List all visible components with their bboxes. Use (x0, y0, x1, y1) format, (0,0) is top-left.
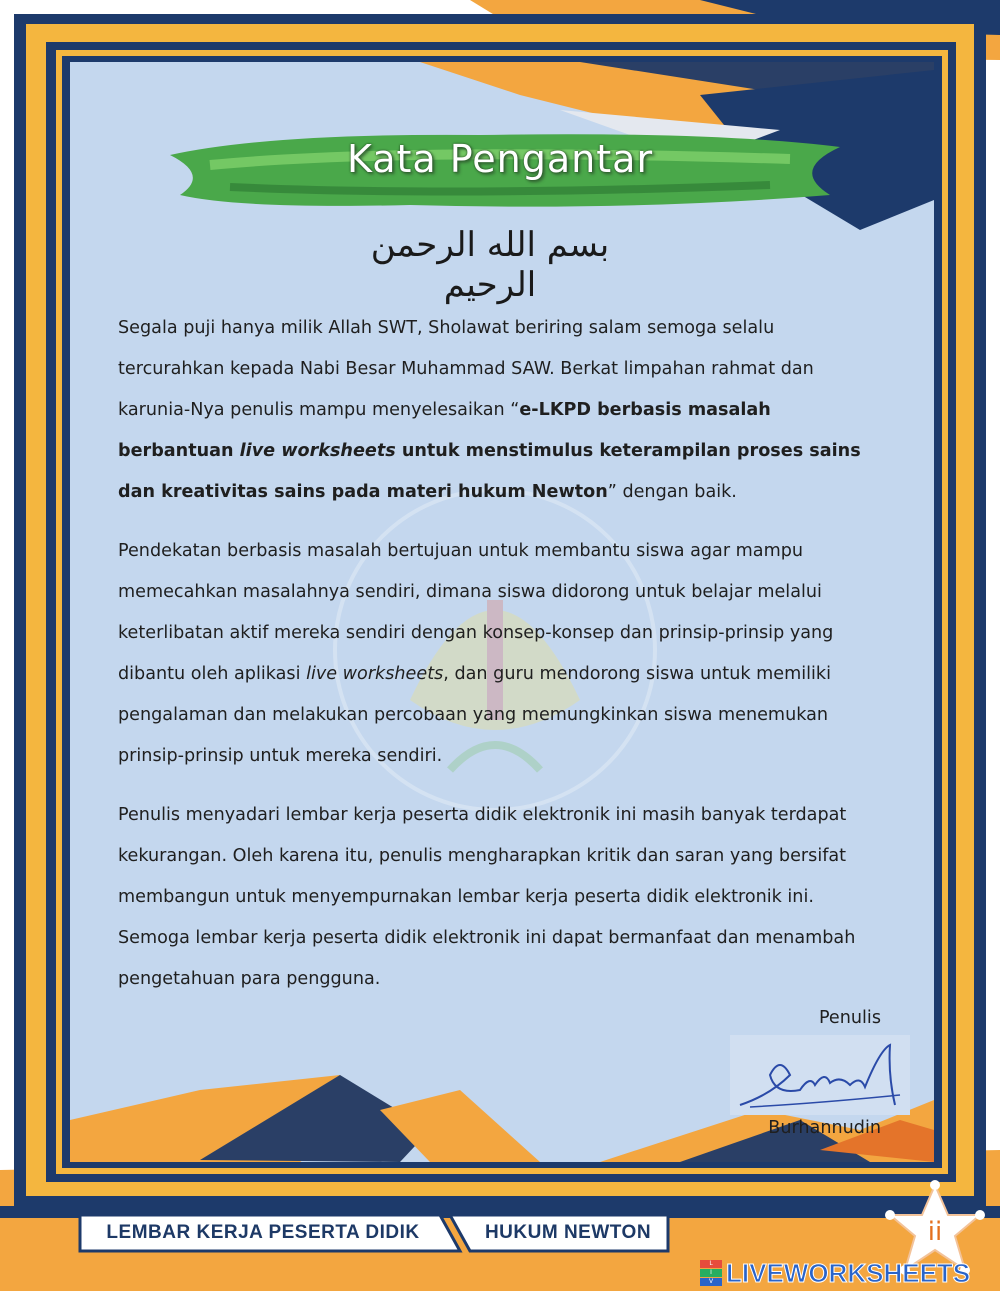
paragraph-2: Pendekatan berbasis masalah bertujuan untuk membantu siswa agar mampu memecahkan masalahnya sendiri, dimana siswa didorong untuk belajar melalui keterlibatan aktif mereka sendiri dengan konsep-konsep dan prinsip-prinsip yang dibantu oleh aplikasi live worksheets, dan guru mendorong siswa untuk memiliki pengalaman dan melakukan percobaan yang memungkinkan siswa menemukan prinsip-prinsip untuk mereka sendiri. (118, 541, 834, 766)
footer-title-lkpd: LEMBAR KERJA PESERTA DIDIK (106, 1222, 420, 1243)
liveworksheets-cube-icon: L I V (700, 1260, 722, 1286)
footer-title-topic: HUKUM NEWTON (484, 1222, 652, 1243)
paragraph-3: Penulis menyadari lembar kerja peserta didik elektronik ini masih banyak terdapat kekurangan. Oleh karena itu, penulis mengharapkan kritik dan saran yang bersifat membangun untuk menyempurnakan lembar kerja peserta didik elektronik ini. Semoga lembar kerja peserta didik elektronik ini dapat bermanfaat dan menambah pengetahuan para pengguna. (118, 805, 856, 989)
paragraph-1: Segala puji hanya milik Allah SWT, Sholawat beriring salam semoga selalu tercurahkan kepada Nabi Besar Muhammad SAW. Berkat limpahan rahmat dan karunia-Nya penulis mampu menyelesaikan “e-LKPD berbasis masalah berbantuan live worksheets untuk menstimulus keterampilan proses sains dan kreativitas sains pada materi hukum Newton” dengan baik. (118, 318, 861, 502)
handwritten-signature (730, 1035, 910, 1115)
page-title: Kata Pengantar (346, 137, 654, 181)
body-text (118, 308, 886, 1018)
page-number: ii (927, 1217, 943, 1247)
liveworksheets-logo[interactable] (700, 1258, 970, 1288)
author-name: Burhannudin (768, 1118, 881, 1138)
liveworksheets-wordmark: LIVEWORKSHEETS (726, 1257, 971, 1288)
basmala-calligraphy: بسم الله الرحمن الرحيم (370, 225, 610, 305)
title-banner (150, 125, 850, 215)
signature-label: Penulis (818, 1008, 881, 1028)
